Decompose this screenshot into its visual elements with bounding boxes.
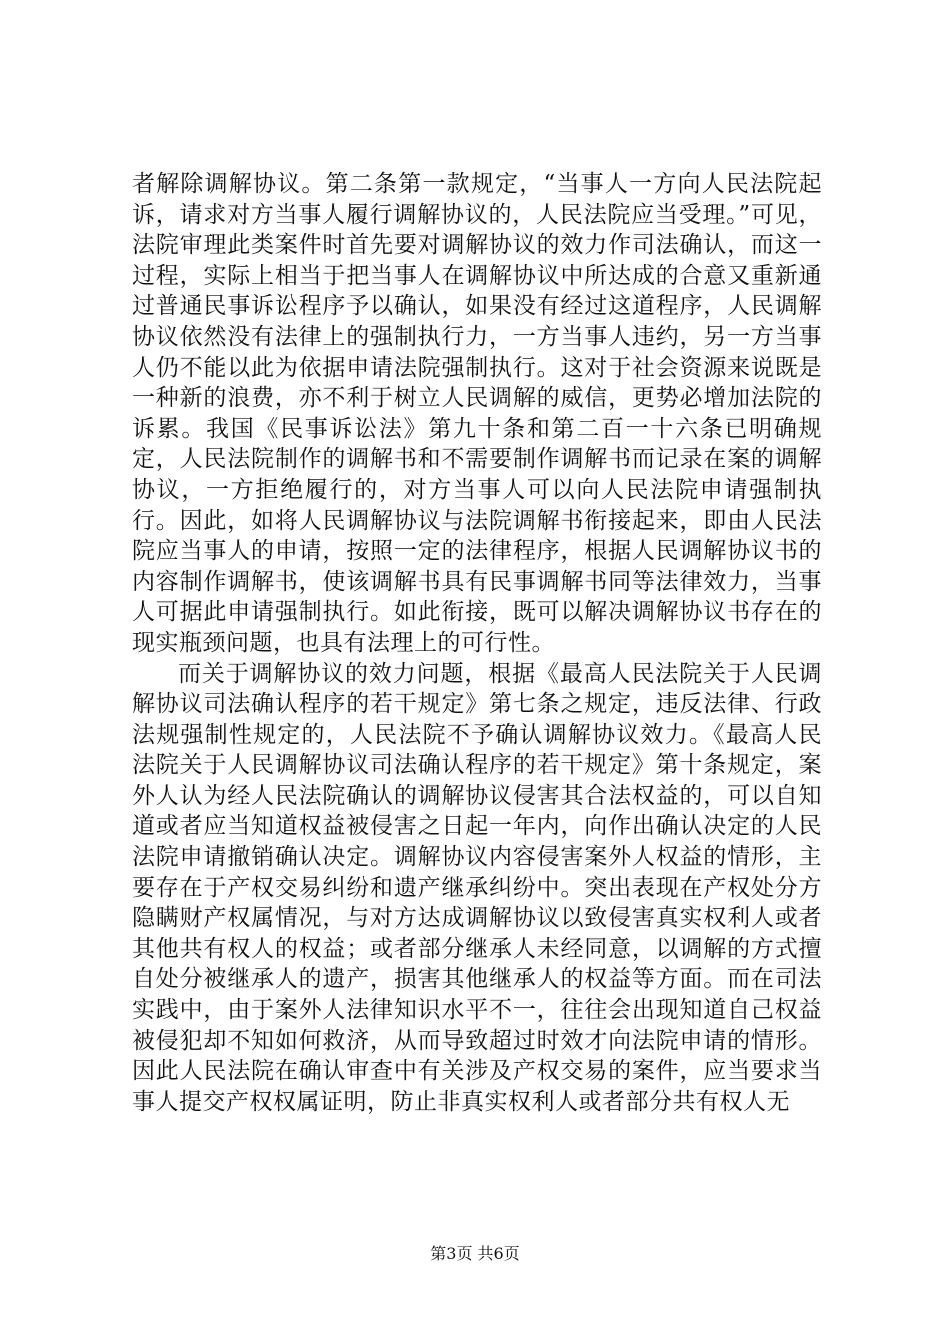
body-text bbox=[132, 169, 822, 1117]
paragraph-validity: 而关于调解协议的效力问题，根据《最高人民法院关于人民调解协议司法确认程序的若干规定》第七条之规定，违反法律、行政法规强制性规定的，人民法院不予确认调解协议效力。《最高人民法院关于人民调解协议司法确认程序的若干规定》第十条规定，案外人认为经人民法院确认的调解协议侵害其合法权益的，可以自知道或者应当知道权益被侵害之日起一年内，向作出确认决定的人民法院申请撤销确认决定。调解协议内容侵害案外人权益的情形，主要存在于产权交易纠纷和遗产继承纠纷中。突出表现在产权处分方隐瞒财产权属情况，与对方达成调解协议以致侵害真实权利人或者其他共有权人的权益；或者部分继承人未经同意，以调解的方式擅自处分被继承人的遗产，损害其他继承人的权益等方面。而在司法实践中，由于案外人法律知识水平不一，往往会出现知道自己权益被侵犯却不知如何救济，从而导致超过时效才向法院申请的情形。因此人民法院在确认审查中有关涉及产权交易的案件，应当要求当事人提交产权权属证明，防止非真实权利人或者部分共有权人无 bbox=[132, 660, 822, 1115]
paragraph-continued: 者解除调解协议。第二条第一款规定，“当事人一方向人民法院起诉，请求对方当事人履行调解协议的，人民法院应当受理。”可见，法院审理此类案件时首先要对调解协议的效力作司法确认，而这一过程，实际上相当于把当事人在调解协议中所达成的合意又重新通过普通民事诉讼程序予以确认，如果没有经过这道程序，人民调解协议依然没有法律上的强制执行力，一方当事人违约，另一方当事人仍不能以此为依据申请法院强制执行。这对于社会资源来说既是一种新的浪费，亦不利于树立人民调解的威信，更势必增加法院的诉累。我国《民事诉讼法》第九十条和第二百一十六条已明确规定，人民法院制作的调解书和不需要制作调解书而记录在案的调解协议，一方拒绝履行的，对方当事人可以向人民法院申请强制执行。因此，如将人民调解协议与法院调解书衔接起来，即由人民法院应当事人的申请，按照一定的法律程序，根据人民调解协议书的内容制作调解书，使该调解书具有民事调解书同等法律效力，当事人可据此申请强制执行。如此衔接，既可以解决调解协议书存在的现实瓶颈问题，也具有法理上的可行性。 bbox=[132, 171, 822, 656]
page-footer: 第3页 共6页 bbox=[430, 1244, 520, 1263]
